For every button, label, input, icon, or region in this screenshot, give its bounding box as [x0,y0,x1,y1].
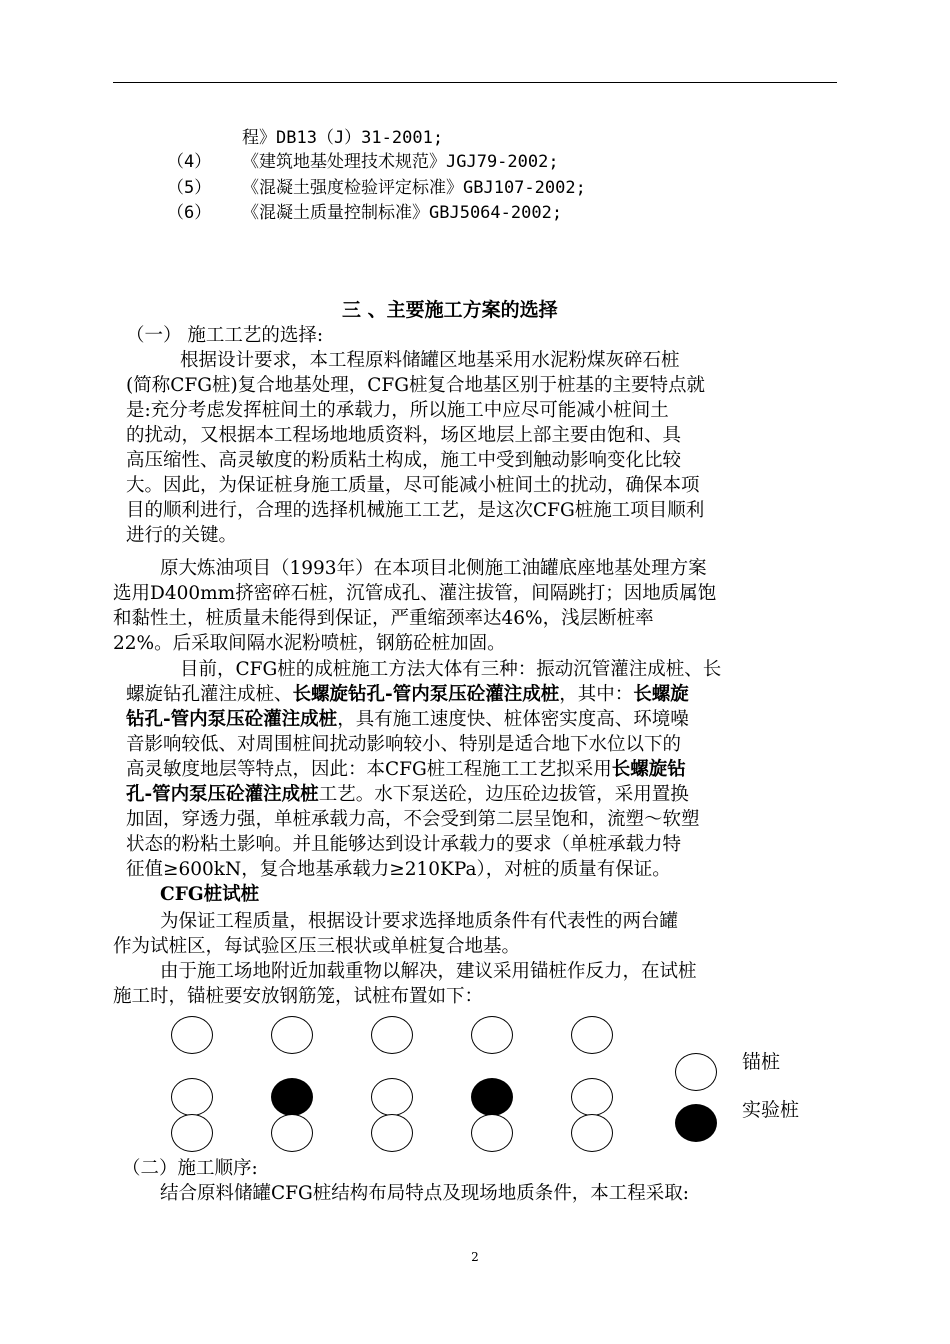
p3-line-6-bold: 孔-管内泵压砼灌注成桩 [126,784,319,805]
p1-line-6: 大。因此，为保证桩身施工质量，尽可能减小桩间土的扰动，确保本项 [126,475,700,496]
p3-line-5-bold: 长螺旋钻 [611,759,686,780]
p3-line-2-bold: 长螺旋钻孔-管内泵压砼灌注成桩 [292,684,560,705]
p5-line-2: 施工时，锚桩要安放钢筋笼，试桩布置如下： [113,986,484,1007]
p1-line-1: 根据设计要求，本工程原料储罐区地基采用水泥粉煤灰碎石桩 [180,350,680,371]
anchor-pile [171,1114,213,1152]
p3-line-8: 状态的粉粘土影响。并且能够达到设计承载力的要求（单桩承载力特 [126,834,682,855]
p3-line-5 [126,758,686,782]
anchor-pile [571,1016,613,1054]
anchor-pile [271,1114,313,1152]
p3-line-9: 征值≥600kN，复合地基承载力≥210KPa），对桩的质量有保证。 [126,859,671,880]
p3-line-7: 加固，穿透力强，单桩承载力高，不会受到第二层呈饱和，流塑～软塑 [126,809,700,830]
legend-test-label: 实验桩 [742,1099,800,1121]
ref-continuation: 程》DB13（J）31-2001; [242,128,444,148]
p5-line-1: 由于施工场地附近加载重物以解决，建议采用锚桩作反力，在试桩 [160,961,697,982]
p1-line-3: 是:充分考虑发挥桩间土的承载力，所以施工中应尽可能减小桩间土 [126,400,669,421]
p6-line-1: 结合原料储罐CFG桩结构布局特点及现场地质条件，本工程采取: [160,1183,690,1204]
ref-num-5: （5） [167,178,212,198]
anchor-pile [271,1016,313,1054]
section-title: 三 、主要施工方案的选择 [342,299,558,321]
p1-line-2: (简称CFG桩)复合地基处理，CFG桩复合地基区别于桩基的主要特点就 [126,375,705,396]
anchor-pile [471,1114,513,1152]
anchor-pile [571,1078,613,1116]
anchor-pile [371,1078,413,1116]
p3-line-2-bold-end: 长螺旋 [633,684,689,705]
p3-line-2-c: ，其中： [559,684,634,705]
legend-anchor-symbol [675,1053,717,1091]
ref-num-4: （4） [167,152,212,172]
anchor-pile [371,1016,413,1054]
p3-line-2-a: 螺旋钻孔灌注成桩、 [126,684,293,705]
anchor-pile [471,1016,513,1054]
p4-line-2: 作为试桩区，每试验区压三根状或单桩复合地基。 [113,936,521,957]
anchor-pile [571,1114,613,1152]
p1-line-4: 的扰动，又根据本工程场地地质资料，场区地层上部主要由饱和、具 [126,425,682,446]
subsection-1-heading: （一） 施工工艺的选择: [126,325,324,346]
p2-line-2: 选用D400mm挤密碎石桩，沉管成孔、灌注拔管，间隔跳打；因地质属饱 [113,583,717,604]
p3-line-2 [126,683,689,707]
p3-line-5-a: 高灵敏度地层等特点，因此：本CFG桩工程施工工艺拟采用 [126,759,612,780]
test-pile [271,1078,313,1116]
anchor-pile [371,1114,413,1152]
p3-line-3-bold: 钻孔-管内泵压砼灌注成桩 [126,709,338,730]
anchor-pile [171,1016,213,1054]
cfg-test-heading: CFG桩试桩 [160,884,260,905]
p1-line-8: 进行的关键。 [126,525,238,546]
p3-line-6 [126,783,689,807]
header-rule [113,82,837,83]
p3-line-1: 目前，CFG桩的成桩施工方法大体有三种：振动沉管灌注成桩、长 [180,659,722,680]
ref-text-5: 《混凝土强度检验评定标准》GBJ107-2002; [242,178,586,198]
legend-anchor-label: 锚桩 [742,1051,781,1073]
p1-line-5: 高压缩性、高灵敏度的粉质粘土构成，施工中受到触动影响变化比较 [126,450,682,471]
p2-line-1: 原大炼油项目（1993年）在本项目北侧施工油罐底座地基处理方案 [160,558,707,579]
ref-text-4: 《建筑地基处理技术规范》JGJ79-2002; [242,152,559,172]
legend-test-symbol [675,1104,717,1142]
ref-text-6: 《混凝土质量控制标准》GBJ5064-2002; [242,203,563,223]
subsection-2-heading: （二）施工顺序: [122,1158,258,1179]
p3-line-6-b: 工艺。水下泵送砼，边压砼边拔管，采用置换 [318,784,689,805]
p2-line-4: 22%。后采取间隔水泥粉喷桩，钢筋砼桩加固。 [113,633,506,654]
test-pile [471,1078,513,1116]
ref-num-6: （6） [167,203,212,223]
page-number: 2 [471,1250,479,1264]
p3-line-4: 音影响较低、对周围桩间扰动影响较小、特别是适合地下水位以下的 [126,734,682,755]
p2-line-3: 和黏性土，桩质量未能得到保证，严重缩颈率达46%，浅层断桩率 [113,608,654,629]
p4-line-1: 为保证工程质量，根据设计要求选择地质条件有代表性的两台罐 [160,911,679,932]
anchor-pile [171,1078,213,1116]
p3-line-3 [126,708,689,732]
p1-line-7: 目的顺利进行，合理的选择机械施工工艺，是这次CFG桩施工项目顺利 [126,500,705,521]
p3-line-3-b: ，具有施工速度快、桩体密实度高、环境噪 [337,709,689,730]
